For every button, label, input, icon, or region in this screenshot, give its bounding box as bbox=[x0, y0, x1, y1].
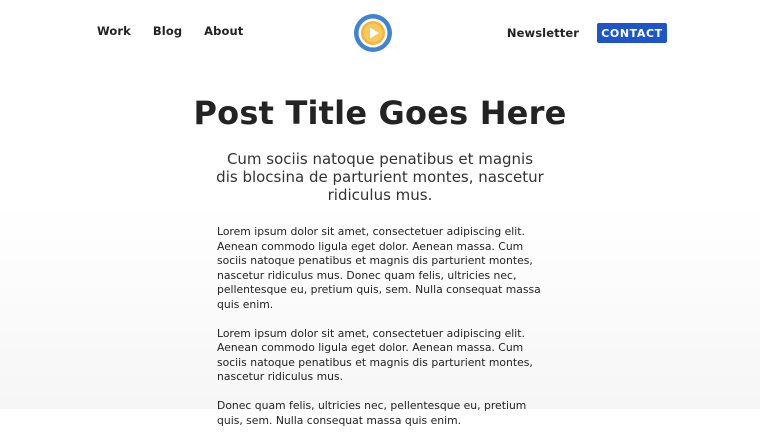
nav-link-newsletter[interactable]: Newsletter bbox=[506, 26, 579, 40]
body-paragraph: Donec quam felis, ultricies nec, pellentesque eu, pretium quis, sem. Nulla consequat massa quis enim. bbox=[217, 398, 527, 427]
nav-link-about[interactable]: About bbox=[204, 24, 244, 38]
body-paragraph: Lorem ipsum dolor sit amet, consectetuer adipiscing elit. Aenean commodo ligula eget dolor. Aenean massa. Cum sociis natoque penatibus et magnis dis parturient montes, nascetur ridiculus mus. Donec quam felis, ultricies nec, pellentesque eu, pretium quis, sem. Nulla consequat massa quis enim. bbox=[217, 225, 541, 311]
post-body bbox=[217, 225, 547, 442]
play-icon bbox=[354, 14, 392, 52]
secondary-nav bbox=[507, 23, 667, 43]
nav-link-work[interactable]: Work bbox=[97, 24, 131, 38]
post-hero bbox=[0, 90, 760, 204]
body-paragraph: Lorem ipsum dolor sit amet, consectetuer adipiscing elit. Aenean commodo ligula eget dolor. Aenean massa. Cum sociis natoque penatibus et magnis dis parturient montes, nascetur ridiculus mus. bbox=[217, 326, 533, 384]
site-logo[interactable] bbox=[354, 14, 392, 52]
primary-nav bbox=[97, 24, 243, 38]
post-subtitle: Cum sociis natoque penatibus et magnis dis blocsina de parturient montes, nascetur ridiculus mus. bbox=[216, 150, 544, 204]
site-header bbox=[0, 0, 760, 66]
contact-button[interactable]: CONTACT bbox=[597, 23, 667, 43]
post-title: Post Title Goes Here bbox=[193, 94, 567, 132]
nav-link-blog[interactable]: Blog bbox=[152, 24, 183, 38]
